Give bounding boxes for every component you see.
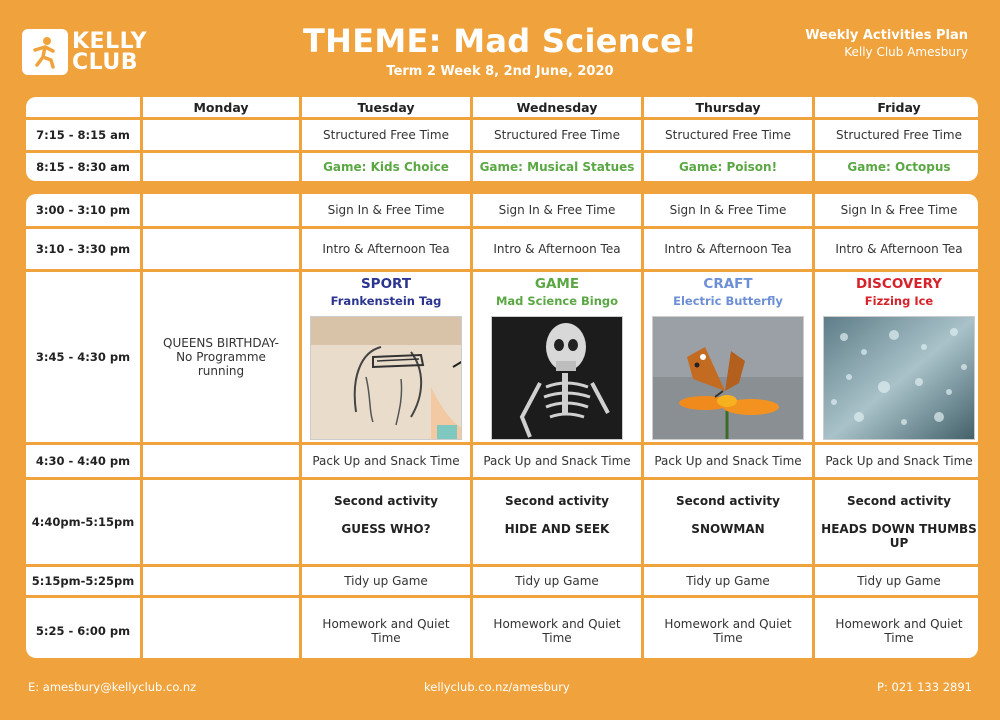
schedule-cell: Homework and Quiet Time [473,598,641,658]
schedule-cell: Game: Poison! [644,153,812,181]
schedule-cell: Structured Free Time [302,120,470,150]
monday-notice: QUEENS BIRTHDAY- No Programme running [143,272,299,442]
second-activity-name: HEADS DOWN THUMBS UP [821,522,977,550]
logo-text: KELLY CLUB [72,29,148,75]
schedule-cell: Pack Up and Snack Time [815,445,978,477]
day-header-friday: Friday [815,97,978,117]
schedule-cell: Sign In & Free Time [473,194,641,226]
footer-phone: P: 021 133 2891 [877,680,972,694]
schedule-cell: Homework and Quiet Time [815,598,978,658]
day-header-wednesday: Wednesday [473,97,641,117]
time-label: 3:00 - 3:10 pm [26,194,140,226]
page-subtitle: Term 2 Week 8, 2nd June, 2020 [386,64,614,79]
schedule-cell [143,194,299,226]
time-label: 8:15 - 8:30 am [26,153,140,181]
time-label: 3:10 - 3:30 pm [26,229,140,269]
activity-name: Fizzing Ice [864,294,934,308]
schedule-cell: Game: Octopus [815,153,978,181]
title-block [250,22,750,79]
time-label: 5:25 - 6:00 pm [26,598,140,658]
schedule-cell: Homework and Quiet Time [644,598,812,658]
second-activity-cell [815,480,978,564]
activity-name: Frankenstein Tag [330,294,442,308]
activity-type: CRAFT [703,276,753,292]
activity-sport [302,272,470,442]
butterfly-image [652,316,804,440]
schedule-cell: Sign In & Free Time [815,194,978,226]
skeleton-image [491,316,623,440]
second-activity-name: GUESS WHO? [341,522,431,536]
second-activity-cell [302,480,470,564]
morning-schedule [26,97,978,181]
schedule-cell [143,153,299,181]
plan-location: Kelly Club Amesbury [844,45,968,59]
schedule-cell: Game: Musical Statues [473,153,641,181]
activity-game [473,272,641,442]
schedule-cell: Structured Free Time [815,120,978,150]
second-activity-heading: Second activity [846,494,951,508]
schedule-cell [143,567,299,595]
second-activity-cell [644,480,812,564]
time-label: 3:45 - 4:30 pm [26,272,140,442]
plan-info [805,28,968,59]
schedule-cell: Intro & Afternoon Tea [473,229,641,269]
activity-craft [644,272,812,442]
activity-type: GAME [534,276,580,292]
schedule-cell: Sign In & Free Time [302,194,470,226]
footer-website[interactable]: kellyclub.co.nz/amesbury [424,680,570,694]
fizzing-ice-image [823,316,975,440]
schedule-cell [143,598,299,658]
schedule-cell: Homework and Quiet Time [302,598,470,658]
schedule-cell [143,229,299,269]
schedule-cell: Tidy up Game [815,567,978,595]
running-child-icon [22,29,68,75]
activity-name: Electric Butterfly [673,294,783,308]
schedule-cell: Tidy up Game [644,567,812,595]
second-activity-cell [473,480,641,564]
time-label: 7:15 - 8:15 am [26,120,140,150]
frankenstein-drawing-image [310,316,462,440]
day-header-tuesday: Tuesday [302,97,470,117]
second-activity-heading: Second activity [333,494,438,508]
footer [28,680,972,696]
schedule-cell: Tidy up Game [302,567,470,595]
time-label: 4:40pm-5:15pm [26,480,140,564]
time-label: 5:15pm-5:25pm [26,567,140,595]
activity-type: DISCOVERY [855,276,943,292]
second-activity-name: HIDE AND SEEK [504,522,610,536]
activity-discovery [815,272,978,442]
second-activity-heading: Second activity [675,494,780,508]
schedule-cell: Pack Up and Snack Time [302,445,470,477]
schedule-cell: Intro & Afternoon Tea [302,229,470,269]
second-activity-name: SNOWMAN [691,522,765,536]
schedule-cell: Structured Free Time [644,120,812,150]
time-label: 4:30 - 4:40 pm [26,445,140,477]
schedule-cell: Intro & Afternoon Tea [815,229,978,269]
afternoon-schedule [26,194,978,658]
schedule-cell: Tidy up Game [473,567,641,595]
activity-name: Mad Science Bingo [495,294,619,308]
schedule-cell: Intro & Afternoon Tea [644,229,812,269]
schedule-cell: Pack Up and Snack Time [473,445,641,477]
activity-type: SPORT [360,276,412,292]
schedule-cell [143,445,299,477]
plan-title: Weekly Activities Plan [805,28,968,43]
schedule-cell: Game: Kids Choice [302,153,470,181]
schedule-cell: Structured Free Time [473,120,641,150]
page-title: THEME: Mad Science! [302,22,698,60]
schedule-cell [143,120,299,150]
second-activity-heading: Second activity [504,494,609,508]
kelly-club-logo [22,26,156,78]
footer-email[interactable]: E: amesbury@kellyclub.co.nz [28,680,197,694]
day-header-thursday: Thursday [644,97,812,117]
schedule-cell: Sign In & Free Time [644,194,812,226]
day-header-monday: Monday [143,97,299,117]
schedule-cell [143,480,299,564]
corner-cell [26,97,140,117]
schedule-cell: Pack Up and Snack Time [644,445,812,477]
